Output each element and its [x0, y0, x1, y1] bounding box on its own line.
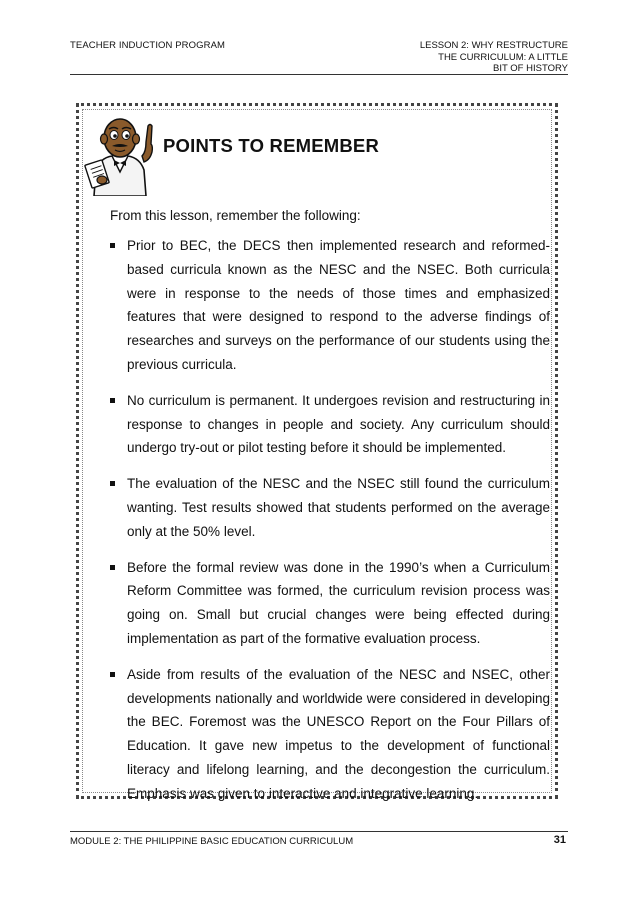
list-item-text: Before the formal review was done in the 1990’s when a Curriculum Reform Committee was formed, the curriculum revision process was going on. Small but crucial changes were being effected during implementation as part of the formative evaluation process.	[127, 559, 550, 646]
list-item-text: The evaluation of the NESC and the NSEC still found the curriculum wanting. Test results showed that students performed on the average only at the 50% level.	[127, 476, 550, 539]
page-number: 31	[553, 834, 566, 846]
header-lesson-title	[348, 40, 568, 75]
list-item	[110, 389, 550, 460]
header-lesson-line: BIT OF HISTORY	[493, 63, 568, 74]
square-bullet-icon	[110, 243, 115, 248]
list-item-text: Aside from results of the evaluation of the NESC and NSEC, other developments nationally and worldwide were considered in developing the BEC. Foremost was the UNESCO Report on the Four Pillars of Education. It gave new impetus to the development of functional literacy and lifelong learning, and the decongestion the curriculum. Emphasis was given to interactive and integrative learning.	[127, 666, 550, 801]
list-item-text: Prior to BEC, the DECS then implemented research and reformed-based curricula known as the NESC and the NSEC. Both curricula were in response to the needs of those times and emphasized features that were designed to respond to the adverse findings of researches and surveys on the performance of our students using the previous curricula.	[127, 238, 550, 372]
header-program-title: TEACHER INDUCTION PROGRAM	[70, 40, 226, 51]
points-title: POINTS TO REMEMBER	[163, 135, 380, 156]
list-item	[110, 472, 550, 543]
list-item	[110, 234, 550, 377]
teacher-mascot-icon	[82, 112, 158, 196]
list-item-text: No curriculum is permanent. It undergoes revision and restructuring in response to changes in people and society. Any curriculum should undergo try-out or pilot testing before it should be implemented.	[127, 392, 550, 456]
footer-divider	[70, 831, 568, 832]
points-intro: From this lesson, remember the following:	[110, 208, 361, 223]
square-bullet-icon	[110, 672, 115, 677]
square-bullet-icon	[110, 481, 115, 486]
header-lesson-line: LESSON 2: WHY RESTRUCTURE	[419, 40, 568, 51]
points-list	[110, 234, 550, 818]
square-bullet-icon	[110, 565, 115, 570]
footer-module-title: MODULE 2: THE PHILIPPINE BASIC EDUCATION CURRICULUM	[70, 836, 354, 847]
list-item	[110, 556, 550, 651]
list-item	[110, 663, 550, 806]
header-divider	[70, 74, 568, 75]
header-lesson-line: THE CURRICULUM: A LITTLE	[438, 51, 568, 63]
square-bullet-icon	[110, 398, 115, 403]
